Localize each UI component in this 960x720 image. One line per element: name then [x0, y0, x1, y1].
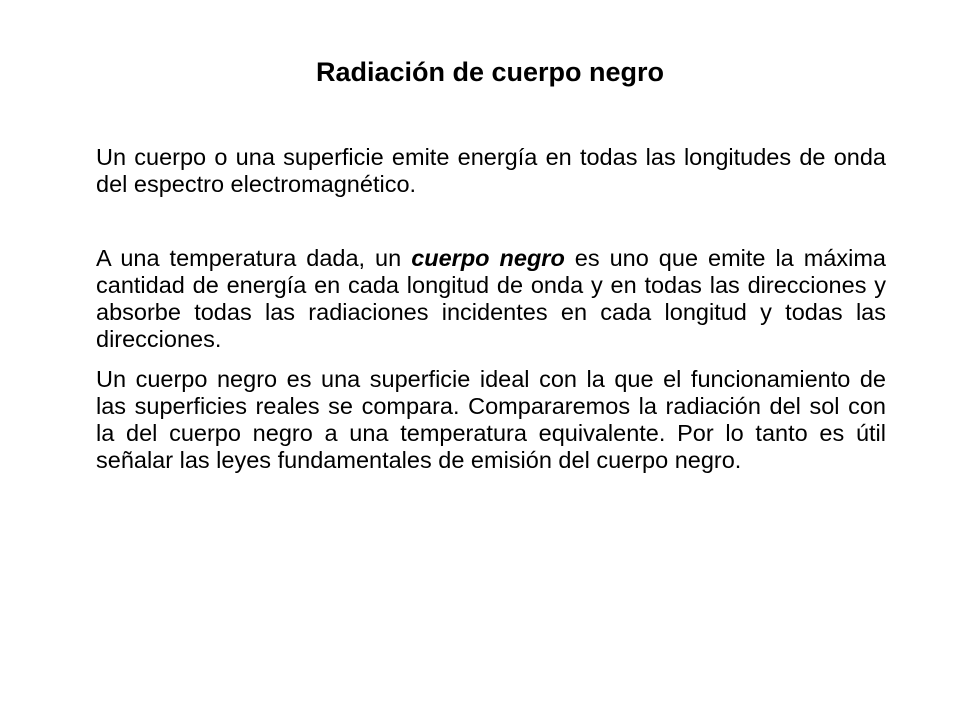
- definition-lead-text: A una temperatura dada, un: [96, 245, 412, 271]
- paragraph-definition: [96, 245, 886, 353]
- definition-rest-text: es uno que emite la máxima cantidad de energía en cada longitud de onda y en todas las direcciones y absorbe todas las radiaciones incidentes en cada longitud y todas las direcciones.: [96, 245, 886, 352]
- term-cuerpo-negro: cuerpo negro: [411, 245, 565, 271]
- paragraph-emission: Un cuerpo o una superficie emite energía en todas las longitudes de onda del espectro electromagnético.: [96, 144, 886, 197]
- paragraph-comparison: Un cuerpo negro es una superficie ideal con la que el funcionamiento de las superficies reales se compara. Compararemos la radiación del sol con la del cuerpo negro a una temperatura equivalente. Por lo tanto es útil señalar las leyes fundamentales de emisión del cuerpo negro.: [96, 366, 886, 473]
- slide-title: Radiación de cuerpo negro: [315, 57, 665, 87]
- slide-body: [96, 144, 886, 474]
